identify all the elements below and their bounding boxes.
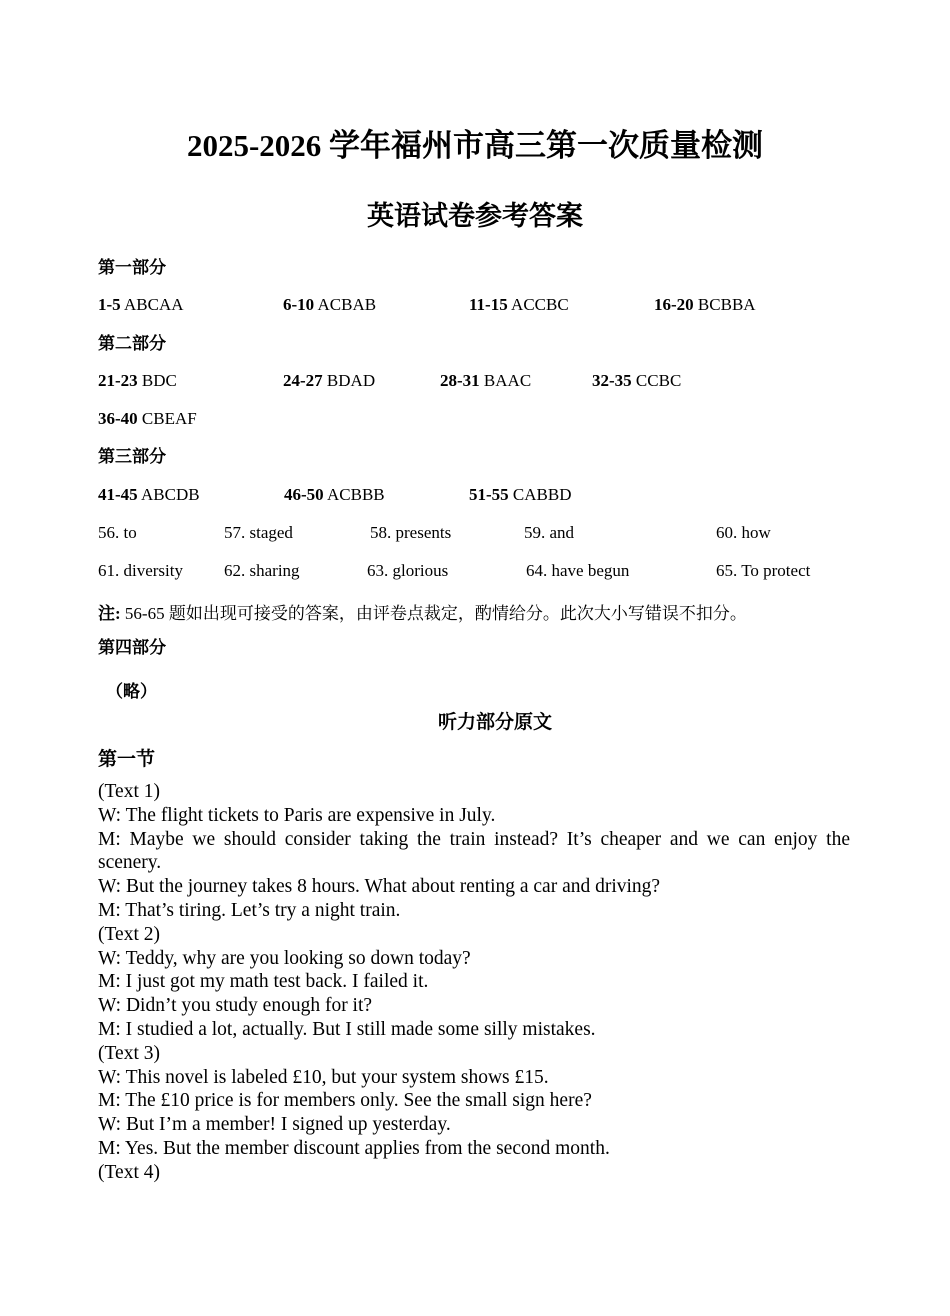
transcript-line: (Text 2) xyxy=(98,923,160,945)
listening-title: 听力部分原文 xyxy=(437,712,552,733)
part4-heading: 第四部分 xyxy=(98,638,166,657)
answer-group: 24-27 BDAD xyxy=(283,371,376,390)
part2-heading: 第二部分 xyxy=(98,334,166,353)
transcript-line: M: Maybe we should consider taking the train instead? It’s cheaper and we can enjoy the scenery. xyxy=(98,828,850,874)
answer-group: 41-45 ABCDB xyxy=(98,485,200,504)
transcript-line: W: But the journey takes 8 hours. What about renting a car and driving? xyxy=(98,876,661,898)
transcript-line: W: Didn’t you study enough for it? xyxy=(98,995,373,1017)
transcript-line: M: That’s tiring. Let’s try a night train. xyxy=(98,899,401,921)
answer-group: 21-23 BDC xyxy=(98,371,177,390)
scoring-note: 注: 56-65 题如出现可接受的答案，由评卷点裁定，酌情给分。此次大小写错误不扣分。 xyxy=(98,604,747,623)
answer-group: 16-20 BCBBA xyxy=(654,295,756,314)
fill-answer: 63. glorious xyxy=(367,561,449,580)
fill-answer: 65. To protect xyxy=(716,561,811,580)
answer-group: 6-10 ACBAB xyxy=(283,295,377,314)
fill-answer: 58. presents xyxy=(370,523,452,542)
transcript-line: W: The flight tickets to Paris are expensive in July. xyxy=(98,804,496,826)
fill-answer: 59. and xyxy=(524,523,575,542)
answer-group: 51-55 CABBD xyxy=(469,485,572,504)
section-heading: 第一节 xyxy=(98,749,156,770)
fill-answer: 56. to xyxy=(98,523,137,542)
part3-heading: 第三部分 xyxy=(98,447,166,466)
answer-group: 32-35 CCBC xyxy=(592,371,682,390)
answer-group: 46-50 ACBBB xyxy=(284,485,385,504)
fill-answer: 62. sharing xyxy=(224,561,300,580)
transcript-line: M: Yes. But the member discount applies from the second month. xyxy=(98,1137,610,1159)
part4-omitted: （略） xyxy=(106,682,157,701)
fill-answer: 57. staged xyxy=(224,523,293,542)
transcript-line: M: I studied a lot, actually. But I still made some silly mistakes. xyxy=(98,1018,596,1040)
part1-heading: 第一部分 xyxy=(98,258,166,277)
transcript-line: W: This novel is labeled £10, but your system shows £15. xyxy=(98,1066,549,1088)
listening-transcript xyxy=(98,780,850,1185)
answer-group: 11-15 ACCBC xyxy=(469,295,569,314)
transcript-line: (Text 1) xyxy=(98,781,160,802)
answer-group: 1-5 ABCAA xyxy=(98,295,184,314)
fill-answer: 60. how xyxy=(716,523,771,542)
fill-answer: 61. diversity xyxy=(98,561,183,580)
answer-group: 28-31 BAAC xyxy=(440,371,532,390)
transcript-line: M: The £10 price is for members only. See the small sign here? xyxy=(98,1090,592,1112)
answer-group: 36-40 CBEAF xyxy=(98,409,197,428)
transcript-line: (Text 4) xyxy=(98,1161,160,1183)
page-subtitle: 英语试卷参考答案 xyxy=(367,201,583,231)
transcript-line: M: I just got my math test back. I failed it. xyxy=(98,971,429,993)
transcript-line: (Text 3) xyxy=(98,1042,160,1064)
page-title: 2025-2026 学年福州市高三第一次质量检测 xyxy=(186,128,764,163)
transcript-line: W: But I’m a member! I signed up yesterday. xyxy=(98,1114,451,1136)
fill-answer: 64. have begun xyxy=(526,561,630,580)
transcript-line: W: Teddy, why are you looking so down today? xyxy=(98,947,471,969)
